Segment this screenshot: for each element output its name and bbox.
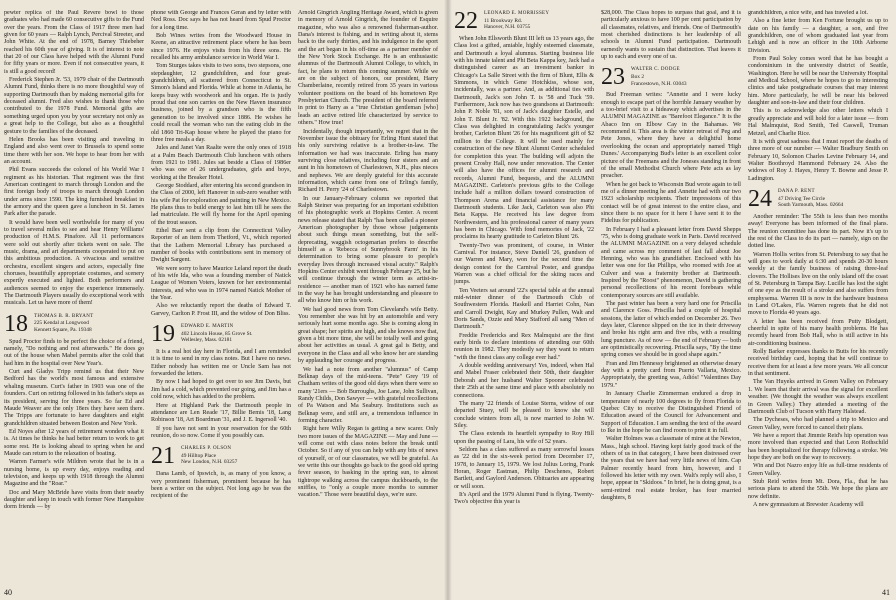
paragraph: Another reminder: The 55th is less than two months away! Everyone has been informed of the final plans. The reunion committee has done its part. Now it's up to the rest of the Class to do its part — namely, sign on the dotted line. (748, 213, 888, 250)
secretary-city: Kennett Square, Pa. 19348 (34, 326, 92, 333)
paragraph: The past winter has been a very hard one for Priscilla and Clarence Goss. Priscilla had a couple of hospital sessions, the latter of which ended on December 26. Two days later, Clarence slipped on the ice in their driveway and broke his right arm and five ribs, with a resulting lung puncture. As of now — the end of February — both are optimistically recovering. Priscilla says, "By the time spring comes we should be in good shape again." (601, 301, 741, 359)
paragraph: Twenty-Two was prominent, of course, in Winter Carnival. For instance, Steve Daniell '26, grandson of our Warren and Mary, won for the second time the design contest for the Carnival Poster, and grandpa Warren was a chief official for the skiing races and jumps. (454, 242, 594, 286)
class-secretary (778, 188, 843, 209)
paragraph: We were sorry to have Maurice Leland report the death of his wife Ida, who was a founding member of Natick League of Women Voters, known for her environmental interests, and who was in 1974 named Natick Mother of the Year. (151, 265, 291, 302)
paragraph: It's April and the 1979 Alumni Fund is flying. Twenty-Two's objective this year is (454, 491, 594, 506)
paragraph: In February I had a pleasant letter from David Shepps '75, who is doing graduate work in Paris. David received the ALUMNI MAGAZINE on a very delayed schedule and came across my comment of last fall about Joe Henning, who was his grandfather. Enclosed with his letter was one for Ike Phillips, who roomed with Joe at Culver and was a fraternity brother at Dartmouth. Inspired by the "Roost" phenomenon, David is gathering personal recollections of his recent forebears while contemporary sources are still available. (601, 226, 741, 299)
paragraph: The many '22 friends of Louise Sterns, widow of our departed Stuey, will be pleased to know she will conclude winters from all, is now married to John W. Siley. (454, 400, 594, 429)
paragraph: Spud Proctor finds to be perfect the choice of a friend, namely, "Do nothing and rest afterwards." He does go out of the house when Mabel permits after the cold that had him in the hospital over New Year's. (4, 338, 144, 367)
class-heading-24 (748, 185, 888, 212)
class-year: 19 (151, 321, 175, 348)
secretary-name: CHARLES P. OLSON (181, 446, 232, 452)
paragraph: Frederick Stephen Jr. '53, 1979 chair of the Dartmouth Alumni Fund, thinks there is no more thoughtful way of supporting Dartmouth than by making memorial gifts for deceased alumni. Fred also wishes to thank those who contributed to the 1978 Fund. Memorial gifts are something urged upon you by your secretary not only as a great help to the College, but also as a thoughtful gesture to the families of the deceased. (4, 77, 144, 135)
paragraph: Fran and Jim Hennessy brightened an otherwise dreary day with a pretty card from Puerto Vallarta, Mexico. Appropriately, the greeting was, Adiós! "Valentines Day 1979." (601, 360, 741, 389)
secretary-name: EDWARD E. MARTIN (181, 324, 234, 330)
paragraph: phone with George and Frances Geran and by letter with Ned Ross. Doc says he has not heard from Spud Proctor for a long time. (151, 10, 291, 31)
class-secretary (631, 66, 687, 87)
paragraph: Walter Holmes was a classmate of mine at the Newton, Mass., high school. Having kept fairly good track of the others of us in that category, I have been distressed over the years that we have had very little news of him. Cap Palmer recently heard from him, however, and I followed his letter with my own. Walt's reply will also, I hope, appear in "Skidoos." In brief, he is doing great, is a semi-retired real estate broker, has four married daughters, 8 (601, 436, 741, 501)
class-heading-23 (601, 64, 741, 91)
paragraph: $28,000. The Class hopes to surpass that goal, and it is particularly anxious to have 100 per cent participation by all classmates, relatives, and friends. One of Dartmouth's most cherished distinctions is her leadership of all schools in Alumni Fund participation. Dartmouth earnestly wants to sustain that distinction. That leaves it up to each and every one of us. (601, 10, 741, 61)
paragraph: When he got back to Wisconsin Bud wrote again to tell me of a dinner meeting he and Annette had with our two 1923 scholarship recipients. Their impressions of this contact will be of great interest to the entire class, and since there is no space for it here I have sent it to the Fidelius for publication. (601, 181, 741, 225)
paragraph: We had good news from Tom Cleveland's wife Betty. You remember she was hit by an automobile and very seriously hurt some months ago. She is coming along in great shape; her spirits are high, and she knows now that, given a bit more time, she will be totally well and going about her activities as usual. A great gal is Betty, and everyone in the Class and all who know her are standing by applauding her courage and progress. (298, 306, 438, 365)
paragraph: Seldom has a class suffered as many sorrowful losses as '22 did in the six-week period from December 17, 1978, to January 15, 1979. We lost Julius Loring, Frank Horan, Roger Eastman, Philip Deschenes, Robert Bartlett, and Gaylord Anderson. Obituaries are appearing or will soon. (454, 446, 594, 490)
paragraph: Ten Veeters sat around '22's special table at the annual mid-winter dinner of the Dartmouth Club of Southwestern Florida. Haskell and Harriet Cohn, Nan and Carroll Dwight, Kay and Murkey Pullen, Walt and Doris Sands, Ozzie and Mary Stafford all sang "Men of Dartmouth." (454, 287, 594, 331)
paragraph: Right here Willy Regan is getting a new scarer. Only two more issues of the MAGAZINE — May and June — will come out with class notes before the break until October. So if any of you can help with any bits of news of yourself, or of our classmates, we will be grateful. As we write this our thoughts go back to the good old spring fever season, to basking in the spring sun, to almost tightrope walking across the campus duckboards, to the sniffles, to "only a couple more months to summer vacation." Those were beautiful days, we're sure. (298, 426, 438, 499)
secretary-address: 402 Lincoln House, 85 Grove St. (181, 330, 253, 337)
paragraph: Also we reluctantly report the deaths of Edward T. Garvey, Carlton P. Frost III, and the widow of Don Bliss. (151, 303, 291, 317)
paragraph: This is to acknowledge also other letters which I greatly appreciate and will hold for a later issue — from Hal Malmquist, Rod Smith, Ted Caswell, Truman Metzel, and Charlie Rice. (748, 108, 888, 137)
paragraph: The Van Huyeks arrived in Green Valley on February 1. We learn that their arrival was the signal for excellent weather. (We thought the weather was always excellent in Green Valley.) They attended a meeting of the Dartmouth Club of Tucson with Harry Halstead. (748, 379, 888, 415)
paragraph: Warren Hollis writes from St. Petersburg to say that he will goes to work daily at 6:30 and spends 20-30 hours weekly at the family business of raising three-leaf clovers. The Hollises live on the only island off the coast of St. Petersburg in Tampa Bay. Lucille has lost the sight of one eye as the result of a stroke and also suffers from emphysema. Warren III is now in the hardware business in Land O'Lakes, Fla. Warren regrets that he did not move to Florida 40 years ago. (748, 251, 888, 317)
secretary-address: 11 Brookway Rd. (484, 17, 522, 24)
left-column-1 (4, 10, 144, 585)
right-column-1 (454, 10, 594, 585)
paragraph: Incidentally, though importantly, we regret that in the November issue the obituary for Erling Hunt stated that his only surviving relative is a brother-in-law. The information we had was inaccurate. Erling has many surviving close relatives, including four sisters and an aunt in his hometown of Charlestown, N.H., plus nieces and nephews. We are deeply grateful for this accurate information, which came from one of Erling's family, Richard H. Perry '24 of Charlestown. (298, 128, 438, 194)
secretary-name: THOMAS B. R. BRYANT (34, 313, 94, 319)
binding-gutter (444, 0, 452, 600)
class-year: 18 (4, 310, 28, 337)
page-number-left: 40 (4, 588, 12, 597)
paragraph: Jules and Janet Van Raalte were the only ones of 1918 at a Palm Beach Dartmouth Club luncheon with others from 1921 to 1981. Jules sat beside a Class of 1986er who was one of 26 undergraduates, girls and boys, working at the Breaker Hotel. (151, 145, 291, 181)
paragraph: In January Charlie Zimmerman endured a drop in temperature of nearly 100 degrees to fly from Florida to Quebec City to receive the Distinguished Friend of Education award of the Council for Advancement and Support of Education. I am sending the text of the award to Ike in the hope he can find room to print it in full. (601, 391, 741, 434)
paragraph: The Dycheses, who had planned a trip to Mexico and Green Valley, were forced to cancel their plans. (748, 417, 888, 431)
secretary-city: Hanover, N.H. 03755 (484, 24, 531, 31)
paragraph: It is a real hot day here in Florida, and I am reminded it is time to send in my class notes. But I have no news. Either nobody has written me or Uncle Sam has not forwarded the letters. (151, 349, 291, 378)
paragraph: Curt and Gladys Tripp remind us that their New Bedford has the world's most famous and extensive whaling museum. Curt's father in 1903 was one of the founders. Curt on retiring followed in his father's steps as its president, serving for three years. So far Ed and Maude Weaver are the only 18ers they have seen there. The Tripps are fortunate to have daughters and eight grandchildren situated between Boston and New York. (4, 369, 144, 427)
secretary-address: Box 2 (631, 74, 645, 80)
paragraph: Here at Highland Park the Dartmouth people in attendance are Len Reade '17, Billie Bemis '18, Lang Robinson '18, Art Boardman '31, and J. E. Ingersoll '40. (151, 402, 291, 424)
right-page (448, 0, 896, 600)
paragraph: Also a fine letter from Ken Fortune brought us up to date on his family — a daughter, a son, and five grandchildren, one of whom graduated last year from Lehigh and is now an officer in the 10th Airborne Division. (748, 18, 888, 54)
left-column-3 (298, 10, 438, 585)
class-secretary (181, 323, 252, 344)
class-year: 22 (454, 10, 478, 34)
paragraph: A new gymnasium at Brewster Academy will (753, 501, 864, 508)
right-column-2 (601, 10, 741, 585)
class-heading-21 (151, 443, 291, 470)
class-year: 21 (151, 443, 175, 470)
paragraph: From Paul Soley comes word that he has bought a condominium in the university district of Seattle, Washington. Here he will be near the University Hospital and Medical School, where he hopes to go to interesting clinics and take postgraduate courses that may interest him. More particularly, he will be near his beloved daughter and son-in-law and their four children. (748, 56, 888, 107)
left-column-2 (151, 10, 291, 585)
secretary-name: DANA P. RENT (778, 188, 815, 194)
paragraph: Tom Sturges takes visits to two sons, two stepsons, one stepdaughter, 12 grandchildren, and four great-grandchildren, all scattered from Connecticut to St. Simon's Island and Florida. While at home in Atlanta, he keeps busy with woodwork and his organ. He is justly proud that one son carries on the New Haven insurance business, joined by a grandson who is the fifth generation to be involved since 1886. He wishes he could recall the woman who ran the eating club in the old 1860 Tri-Kap house where he played the piano for three free meals a day. (151, 63, 291, 143)
paragraph: Doc and Mary McBride have visits from their nearby daughter and keep in touch with former New Hampshire dorm friends — by (4, 489, 144, 511)
secretary-name: LEONARD E. MORRISSEY (484, 11, 550, 16)
paragraph: Freddie Fredericks and Rex Malmquist are the first early birds to declare intentions of attending our 60th reunion in 1982. They modestly say they want to return "with the finest class any college ever had." (454, 332, 594, 361)
paragraph: Bob Wines writes from the Woodward House in Keene, an attractive retirement place where he has been since 1976. He enjoys visits from his three sons. He recalled his army ambulance service in World War I. (151, 33, 291, 62)
paragraph: Win and Dot Nazro enjoy life as full-time residents of Green Valley. (748, 463, 888, 477)
secretary-city: Francestown, N.H. 03043 (631, 80, 687, 87)
paragraph: A double wedding anniversary! Yes, indeed, when Hal and Mabel Fraser celebrated their 50th, their daughter Deborah and her husband Walter Spooner celebrated their 25th at the same time and place with absolutely no connections. (454, 363, 594, 399)
secretary-address: 49 Hilltop Place (181, 452, 217, 459)
paragraph: Ed Noyes after 12 years of retirement wonders what it is. At times he thinks he had better return to work to get some rest. He is looking ahead to spring when he and Maude can return to the relaxation of boating. (4, 428, 144, 457)
class-secretary (181, 445, 237, 466)
paragraph: grandchildren, a nice wife, and has traveled a lot. (748, 10, 868, 16)
paragraph: By now I had hoped to get over to see Jim Davis, but Jim had a cold, which prevented our going, and Jim has a cold now, which has added to the problem. (151, 379, 291, 401)
paragraph: In our January-February column we reported that Ralph Steiner was preparing for an important exhibition of his photographic work at Hopkins Center. A recent news release stated that Ralph "has been called a pioneer American photographer by those whose judgements about such things mean something, but the self-deprecating, waggish octogenarian prefers to describe himself as a 'Rebecca of Sunnybrook Farm' in his determination to bring some pleasure to people's everyday lives through increased visual acuity." Ralph's Hopkins Center exhibit went through February 25, but he will continue through the winter term as artist-in-residence — another man of 1921 who has earned fame in the way he has brought understanding and pleasure to all who know him or his work. (298, 195, 438, 305)
class-year: 23 (601, 64, 625, 91)
secretary-city: New London, N.H. 03257 (181, 459, 238, 466)
paragraph: We have a report that Jimmie Reid's hip operation was more involved than expected and that Leon Rothschild has been hospitalized for therapy following a stroke. We hope they are both on the way to recovery. (748, 432, 888, 461)
right-column-3 (748, 10, 888, 585)
paragraph: pewter replica of the Paul Revere bowl to those graduates who had made 60 consecutive gifts to the Fund over the years. From the Class of 1917 three men had given for 60 years — Ralph Lynch, Percival Streeter, and John White. At the end of 1978, Barney Thiebeher reached his 60th year of giving. It is of interest to note that 20 of our Class have helped with the Alumni Fund for fifty years or more. Even if not consecutive years, it is still a good record! (4, 10, 144, 75)
paragraph: It would have been well worthwhile for many of you to travel several miles to see and hear Henry Williams' production of H.M.S. Pinafore. All 11 performances were sold out shortly after tickets went on sale. The music, drama, and art departments cooperated to put on this ambitious production. A vivacious and sensitive orchestra, excellent singers and actors, especially fine choruses, beautifully appropriate costumes, and scenery expertly executed and lighted. Both performers and audiences seemed to enjoy the experience immensely. The Dartmouth Players usually do exceptional work with musicals. Let us have more of them! (4, 219, 144, 307)
paragraph: When John Ellsworth Blunt III left us 13 years ago, the Class lost a gifted, amiable, highly esteemed classmate, and Dartmouth a loyal alumnus. Starting business life with his innate talent and Phi Beta Kappa key, Jack had a distinguished career as an investment banker in Chicago's La Salle Street with the firm of Blunt, Ellis & Simmons, in which Gene Hotchkiss, whose son, incidentally, was a partner. And, as additional ties with Dartmouth, Jack's son John T. is '58 and Tuck '59. Furthermore, Jack now has two grandsons at Dartmouth: John P. Noble '81, son of Jack's daughter Estelle, and John T. Blunt Jr. '82. With this 1922 background, the Class was delighted in congratulating Jack's younger brother, Carleton Blunt '26 for his magnificent gift of $2 million to the College. It will be used mainly for construction of the new Blunt Alumni Center scheduled for completion this year. The building will adjoin the present Crosby Hall, now under renovation. The Center will also have the offices for alumni research and records, Alumni Fund, bequests, and the ALUMNI MAGAZINE. Carleton's previous gifts to the College include half a million dollars toward construction of Thompson Arena and financial assistance for many Dartmouth students. Like Jack, Carleton was also Phi Beta Kappa. He received his law degree from Northwestern, and his professional career of many years has been in Chicago. With fond memories of Jack, '22 proclaims its hearty gratitude to Carleton Blunt '26. (454, 36, 594, 241)
class-secretary (34, 313, 93, 334)
paragraph: Rolly Barker expresses thanks to Butts for his recently received birthday card, hoping that he will continue to receive them for at least a few more years. We all concur in that sentiment. (748, 349, 888, 378)
paragraph: It is with great sadness that I must report the deaths of three more of our number — Walter Bradbury Smith on February 10, Solomon Charles Levine February 14, and Walter Boothroyd Hammond February 24. Also the widows of Roy J. Hayes, Henry T. Bowne and Jesse P. Ladington. (748, 138, 888, 182)
paragraph: Ethel Barr sent a clip from the Connecticut Valley Reporter of an item from Thetford, Vt., which reported that the Lathem Memorial Library has purchased a number of books with contributions sent in memory of Dwight Sargent. (151, 227, 291, 264)
paragraph: George Stoddard, after entering his second grandson in the Class of 2000, left Hanover in sub-zero weather with his wife Pat for exploration and painting in New Mexico. He plans thus to build energy to last him till he sees the lad matriculate. He will fly home for the April opening of the trout season. (151, 182, 291, 226)
paragraph: If you have not sent in your reservation for the 60th reunion, do so now. Come if you possibly can. (151, 425, 291, 439)
class-heading-22 (454, 10, 594, 32)
paragraph: We had a note from another "alumnus" of Camp Belknap days of the mid-teens. "Pete" Grey '19 of Chatham writes of the good old days when there were so many '21ers — Bob Burroughs, Joe Lane, John Sullivan, Randy Childs, Don Sawyer — with grateful recollections of Pa Watson and Ma Seabury. Institutions such as Belknap were, and still are, a tremendous influence in forming character. (298, 366, 438, 424)
class-heading-18 (4, 310, 144, 337)
secretary-address: 225 Kendal at Longwood (34, 320, 89, 327)
secretary-name: WALTER C. DODGE (631, 67, 680, 73)
class-year: 24 (748, 185, 772, 212)
paragraph: Dana Lamb, of Ipswich, is, as many of you know, a very prominent fisherman, prominent because he has been a writer on the subject. Not long ago he was the recipient of the (151, 471, 291, 500)
paragraph: Stub Reid writes from Mt. Dora, Fla., that he has serious plans to attend the 55th. We hope the plans are now definite. (748, 478, 888, 500)
secretary-city: South Yarmouth, Mass. 02664 (778, 202, 844, 209)
paragraph: The Class extends its heartfelt sympathy to Roy Hill upon the passing of Lara, his wife of 52 years. (454, 431, 594, 445)
page-number-right: 41 (882, 588, 890, 597)
secretary-city: Wellesley, Mass. 02181 (181, 337, 233, 344)
class-heading-19 (151, 321, 291, 348)
paragraph: Phil Evans succeeds the colonel of his World War I regiment as his historian. That regiment was the first American contingent to march through London and the first foreign body of troops to march through London under arms since 1590. The king furnished breakfast in the armory and the queen gave a luncheon in St. James Park after the parade. (4, 167, 144, 218)
paragraph: Bud Freeman writes: "Annette and I were lucky enough to escape part of the horrible January weather by a too-brief visit to a hideaway which advertises in the ALUMNI MAGAZINE as "Barefoot Elegance." It is the Abaco Inn on Elbow Cay in the Bahamas. We recommend it. This area is the winter retreat of Peg and Pete Jones, where they have a delightful home overlooking the ocean and appropriately named 'High Dunes.' Accompanying Bud's letter is an excellent color picture of the Freemans and the Joneses standing in front of the small Methodist Church where Pete acts as lay preacher. (601, 92, 741, 180)
paragraph: Helen Brooks has been visiting and traveling in England and also went over to Brussels to spend some time there with her son. We hope to hear from her with an account. (4, 136, 144, 165)
paragraph: Arnold Gingrich Angling Heritage Award, which is given in memory of Arnold Gingrich, the founder of Esquire magazine, who was also a renowned fisherman-author. Dana's interest is fishing, and in writing about it, stems back to the early thirties, and his indulgence in the sport and the art began in his off-time as a partner member of the New York Stock Exchange. He is an enthusiastic alumnus of the Dartmouth Alumni College, to which, in fact, he plans to return this coming summer. While we are on the subject of honors, our president, Harry Chamberlaine, recently retired from 35 years in various volunteer positions on the board of his hometown Rye Presbyterian Church. The president of the board referred in print to Harry as a "true Christian gentleman [who] leads an active retired life characterized by service to others." How true! (298, 10, 438, 127)
paragraph: Warren Farmer's wife Mildren wrote that he is in a nursing home, is up every day, enjoys reading and television, and keeps up with 1918 through the Alumni Magazine and the "Roar." (4, 459, 144, 488)
secretary-address: 47 Driving Tee Circle (778, 195, 825, 202)
paragraph: A letter has been received from Putty Blodgett, cheerful in spite of his many health problems. He has recently heard from Bob Hall, who is still active in his air-conditioning business. (748, 318, 888, 347)
class-secretary (484, 10, 549, 31)
